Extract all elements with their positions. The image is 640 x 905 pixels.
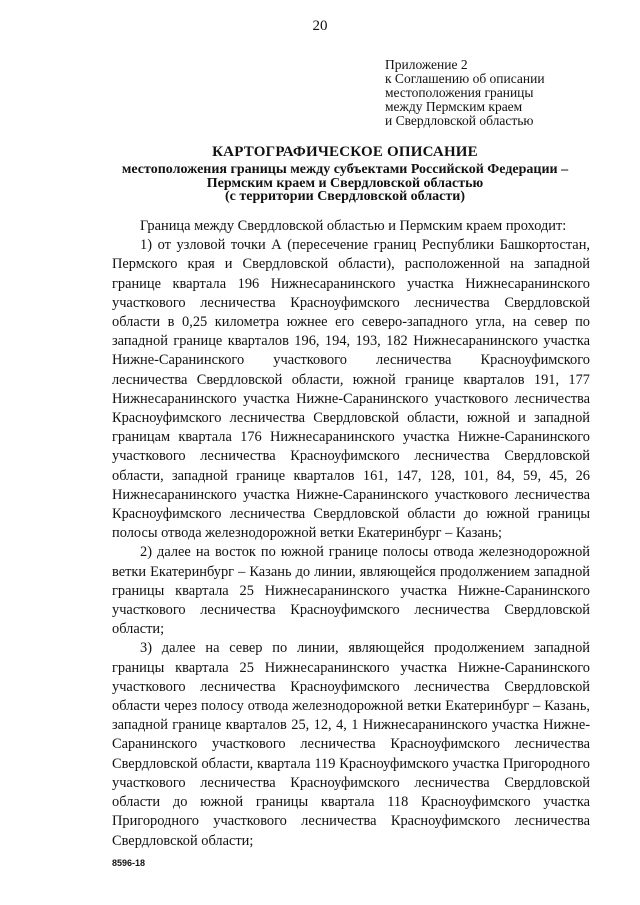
subtitle-line: Пермским краем и Свердловской областью xyxy=(206,175,484,191)
footer-code: 8596-18 xyxy=(112,858,146,868)
document-title: КАРТОГРАФИЧЕСКОЕ ОПИСАНИЕ xyxy=(212,144,478,160)
document-body xyxy=(112,217,590,851)
appendix-line: между Пермским краем xyxy=(385,99,523,114)
appendix-line: к Соглашению об описании xyxy=(385,71,545,86)
appendix-line: и Свердловской областью xyxy=(385,113,534,128)
boundary-paragraph-1: 1) от узловой точки А (пересечение границ Республики Башкортостан, Пермского края и Свердловской области), расположенной на западной границе квартала 196 Нижнесаранинского участка Нижнесаранинского участкового лесничества Красноуфимского лесничества Свердловской области в 0,25 километра южнее его северо-западного угла, на север по западной границе кварталов 196, 194, 193, 182 Нижнесаранинского участка Нижне-Саранинского участкового лесничества Красноуфимского лесничества Свердловской области, южной границе кварталов 191, 177 Нижнесаранинского участка Нижне-Саранинского участкового лесничества Красноуфимского лесничества Свердловской области, южной и западной границам квартала 176 Нижнесаранинского участка Нижне-Саранинского участкового лесничества Красноуфимского лесничества Свердловской области, западной границе кварталов 161, 147, 128, 101, 84, 59, 45, 26 Нижнесаранинского участка Нижне-Саранинского участкового лесничества Красноуфимского лесничества Свердловской области до южной границы полосы отвода железнодорожной ветки Екатеринбург – Казань; xyxy=(112,237,590,542)
page-number: 20 xyxy=(312,18,328,34)
subtitle-line: (с территории Свердловской области) xyxy=(224,189,465,204)
intro-paragraph: Граница между Свердловской областью и Пермским краем проходит: xyxy=(140,218,567,234)
appendix-block xyxy=(385,58,625,128)
appendix-line: местоположения границы xyxy=(385,85,534,100)
subtitle-line: местоположения границы между субъектами Российской Федерации – xyxy=(121,162,569,177)
document-subtitle xyxy=(95,163,595,204)
boundary-paragraph-3: 3) далее на север по линии, являющейся продолжением западной границы квартала 25 Нижнесаранинского участка Нижне-Саранинского участкового лесничества Красноуфимского лесничества Свердловской области через полосу отвода железнодорожной ветки Екатеринбург – Казань, западной границе кварталов 25, 12, 4, 1 Нижнесаранинского участка Нижне-Саранинского участкового лесничества Красноуфимского лесничества Свердловской области, квартала 119 Красноуфимского участка Пригородного участкового лесничества Красноуфимского лесничества Свердловской области до южной границы квартала 118 Красноуфимского участка Пригородного участкового лесничества Красноуфимского лесничества Свердловской области; xyxy=(112,640,590,849)
appendix-line: Приложение 2 xyxy=(385,57,468,72)
boundary-paragraph-2: 2) далее на восток по южной границе полосы отвода железнодорожной ветки Екатеринбург – Казань до линии, являющейся продолжением западной границы квартала 25 Нижнесаранинского участка Нижне-Саранинского участкового лесничества Красноуфимского лесничества Свердловской области; xyxy=(112,544,590,638)
